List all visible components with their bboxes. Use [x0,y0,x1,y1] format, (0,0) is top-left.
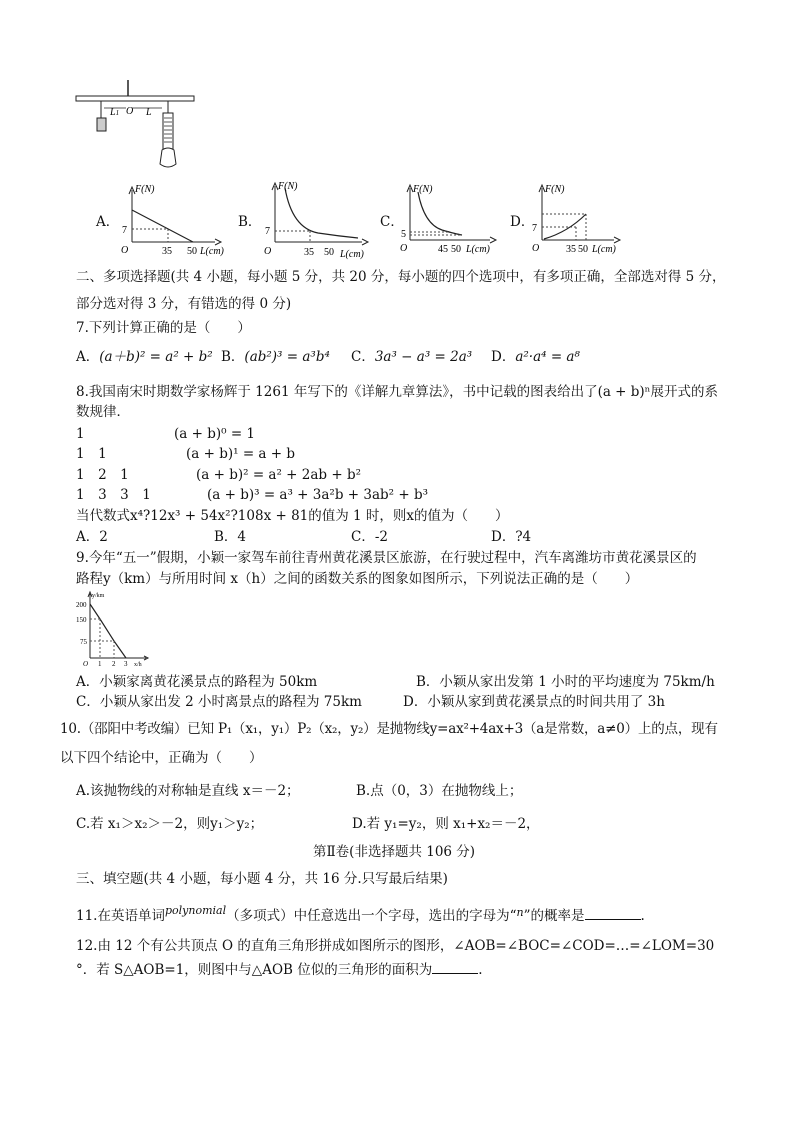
yanghui-coef-row-1: 1 1 [76,446,107,462]
graph-b [258,178,380,260]
lever-bar [76,96,194,101]
q7-option-b: B．(ab²)³ = a³b⁴ [221,349,330,365]
q7-option-d: D．a²·a⁴ = a⁸ [491,349,580,365]
yanghui-coef-row-0: 1 [76,426,85,442]
svg-text:F(N): F(N) [135,184,155,195]
svg-text:75: 75 [80,638,87,646]
yanghui-expr-row-3: (a + b)³ = a³ + 3a²b + 3ab² + b³ [207,487,429,503]
svg-text:x/h: x/h [134,662,142,668]
q10-stem-cont: 以下四个结论中，正确为（ ） [60,750,263,766]
q8-option-d: D．?4 [491,529,532,545]
q11: 11.在英语单词$^{polynomial}$（多项式）中任意选出一个字母，选出的字母为“$^n$”的概率是 . [76,904,645,924]
svg-text:1: 1 [98,660,102,668]
q8-option-b: B．4 [214,529,247,545]
yanghui-expr-row-2: (a + b)² = a² + 2ab + b² [196,467,362,483]
option-c-label: C． [380,214,404,230]
yanghui-expr-row-1: (a + b)¹ = a + b [186,446,296,462]
svg-text:O: O [264,246,272,257]
yanghui-coef-row-2: 1 2 1 [76,467,129,483]
q8-option-a: A．2 [76,529,108,545]
q7-option-a: A．(a＋b)² = a² + b² [76,349,213,365]
svg-text:O: O [400,243,408,254]
q10-option-d: D.若 y₁=y₂，则 x₁+x₂＝－2， [352,816,540,832]
svg-text:7: 7 [265,226,270,237]
q11-answer-blank [585,905,641,920]
q8-stem: 8.我国南宋时期数学家杨辉于 1261 年写下的《详解九章算法》，书中记载的图表给出了(a + b)ⁿ展开式的系 [76,384,719,400]
lever-label-l: L [146,107,152,118]
q12-line2: °．若 S△AOB=1，则图中与△AOB 位似的三角形的面积为 . [76,959,483,979]
q12-line1: 12.由 12 个有公共顶点 O 的直角三角形拼成如图所示的图形，∠AOB=∠BOC=∠COD=…=∠LOM=30 [76,938,715,954]
q8-stem-cont: 数规律． [76,404,130,420]
svg-text:F(N): F(N) [545,184,565,195]
q9-graph [74,590,154,668]
hand-icon [160,148,176,167]
section2-heading: 二、多项选择题(共 4 小题，每小题 5 分，共 20 分，每小题的四个选项中，有多项正确，全部选对得 5 分， [76,269,726,285]
svg-text:35: 35 [162,246,172,257]
weight [97,118,106,131]
q10-stem: 10.（邵阳中考改编）已知 P₁（x₁，y₁）P₂（x₂，y₂）是抛物线y=ax²+4ax+3（a是常数，a≠0）上的点，现有 [60,721,718,737]
q7-option-c: C．3a³ − a³ = 2a³ [351,349,473,365]
part2-title: 第Ⅱ卷(非选择题共 106 分) [313,844,476,860]
yanghui-expr-row-0: (a + b)⁰ = 1 [174,426,256,442]
svg-text:O: O [532,243,540,254]
q12-answer-blank [432,959,478,974]
q9-distance-line [90,604,126,658]
svg-text:2: 2 [112,660,116,668]
svg-text:7: 7 [122,225,127,236]
section2-heading-cont: 部分选对得 3 分，有错选的得 0 分) [76,296,292,312]
svg-text:F(N): F(N) [278,181,298,192]
lever-figure [70,78,205,178]
q9-option-a: A．小颖家离黄花溪景点的路程为 50km [76,674,318,690]
q10-option-c: C.若 x₁＞x₂＞－2，则y₁＞y₂； [76,816,264,832]
graph-d [528,182,638,260]
option-b-label: B． [238,214,262,230]
q8-option-c: C．-2 [351,529,388,545]
q9-option-c: C．小颖从家出发 2 小时离景点的路程为 75km [76,694,362,710]
svg-text:L(cm): L(cm) [466,244,490,255]
yanghui-coef-row-3: 1 3 3 1 [76,487,151,503]
graph-c-curve [418,192,462,235]
q8-question: 当代数式x⁴?12x³ + 54x²?108x + 81的值为 1 时，则x的值为（ ） [76,508,509,524]
option-a-label: A． [96,214,120,230]
q9-stem-cont: 路程y（km）与所用时间 x（h）之间的函数关系的图象如图所示，下列说法正确的是（ ） [76,571,639,587]
svg-text:3: 3 [124,660,128,668]
svg-text:F(N): F(N) [413,184,433,195]
option-d-label: D． [510,214,535,230]
lever-label-l1: L1 [110,107,120,118]
svg-text:50: 50 [324,247,334,258]
svg-text:50: 50 [451,244,461,255]
q9-stem: 9.今年“五一”假期，小颖一家驾车前往青州黄花溪景区旅游，在行驶过程中，汽车离潍坊市黄花溪景区的 [76,550,697,566]
svg-text:50: 50 [578,244,588,255]
svg-text:7: 7 [532,223,537,234]
q10-option-a: A.该抛物线的对称轴是直线 x＝－2； [76,783,300,799]
section3-heading: 三、填空题(共 4 小题，每小题 4 分，共 16 分.只写最后结果) [76,871,448,887]
svg-text:35: 35 [304,247,314,258]
svg-text:50: 50 [187,246,197,257]
svg-text:L(cm): L(cm) [592,244,616,255]
svg-text:150: 150 [76,616,87,624]
q9-option-d: D．小颖从家到黄花溪景点的时间共用了 3h [403,694,665,710]
svg-text:L(cm): L(cm) [200,246,224,257]
svg-text:45: 45 [438,244,448,255]
q10-option-b: B.点（0，3）在抛物线上； [356,783,523,799]
svg-text:35: 35 [566,244,576,255]
graph-c [398,182,510,260]
svg-text:5: 5 [401,229,406,240]
q7-stem: 7.下列计算正确的是（ ） [76,320,251,336]
svg-text:L(cm): L(cm) [340,249,364,260]
svg-text:O: O [83,660,89,668]
svg-text:200: 200 [76,601,87,609]
graph-a-curve [132,210,193,242]
svg-text:y/km: y/km [92,593,105,599]
q9-option-b: B．小颖从家出发第 1 小时的平均速度为 75km/h [416,674,715,690]
lever-label-o: O [126,106,134,117]
svg-text:O: O [121,245,129,256]
graph-a [115,182,235,260]
